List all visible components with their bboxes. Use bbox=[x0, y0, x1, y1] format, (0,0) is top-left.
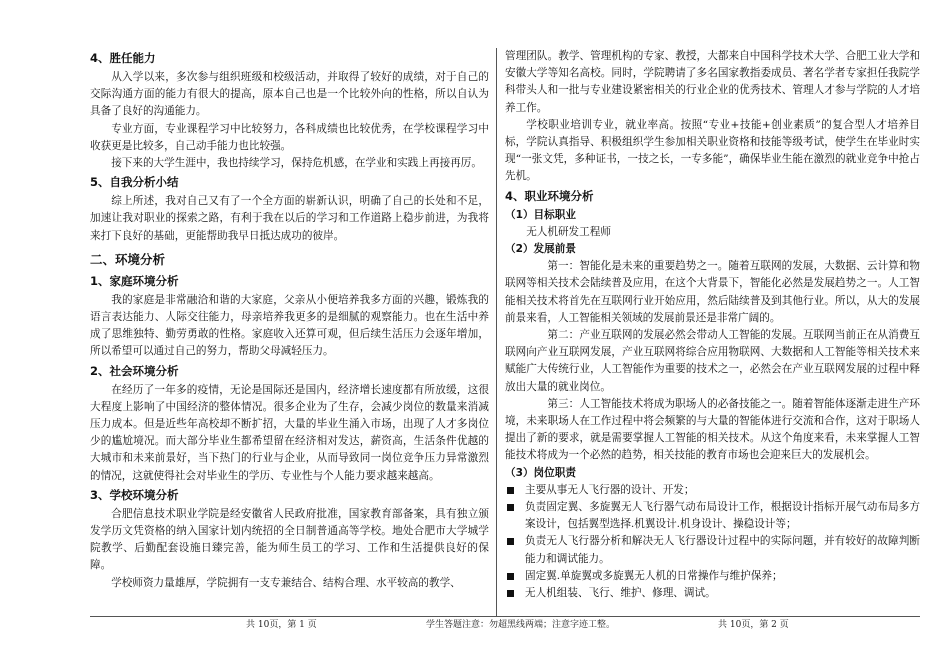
competence-paragraph-1: 从入学以来，多次参与组织班级和校级活动，并取得了较好的成绩，对于自己的交际沟通方面的能力有很大的提高，原本自己也是一个比较外向的性格，所以自认为具备了良好的沟通能力。 bbox=[90, 71, 489, 118]
duty-text: 固定翼.单旋翼或多旋翼无人机的日常操作与维护保养； bbox=[525, 569, 783, 582]
square-bullet-icon bbox=[507, 487, 514, 494]
school-paragraph-3: 学校职业培训专业，就业率高。按照“专业+技能+创业素质”的复合型人才培养目标，学院认真指导、积极组织学生参加相关职业资格和技能等级考试，使学生在毕业时实现“一张文凭，多种证书，一技之长，一专多能”，确保毕业生能在激烈的就业竞争中抢占先机。 bbox=[505, 118, 920, 183]
family-paragraph: 我的家庭是非常融洽和谐的大家庭，父亲从小便培养我多方面的兴趣，锻炼我的语言表达能力、人际交往能力，母亲培养我更多的是细腻的观察能力。也在生活中养成了思维独特、勤劳勇敢的性格。家庭收入还算可观，但后续生活压力会逐年增加，所以希望可以通过自己的努力，帮助父母减轻压力。 bbox=[90, 293, 489, 358]
list-item bbox=[505, 585, 920, 602]
prospect-paragraph-1: 第一：智能化是未来的重要趋势之一。随着互联网的发展，大数据、云计算和物联网等相关技术会陆续普及应用，在这个大背景下，智能化必然是发展趋势之一。人工智能相关技术将首先在互联网行业开始应用，然后陆续普及到其他行业。所以，从大的发展前景来看，人工智能相关领域的发展前景还是非常广阔的。 bbox=[505, 260, 920, 324]
section-school-title: 3、学校环境分析 bbox=[90, 487, 179, 502]
list-item bbox=[505, 533, 920, 567]
target-job-title: （1）目标职业 bbox=[505, 208, 576, 221]
prospect-paragraph-2: 第二：产业互联网的发展必然会带动人工智能的发展。互联网当前正在从消费互联网向产业互联网发展，产业互联网将综合应用物联网、大数据和人工智能等相关技术来赋能广大传统行业，人工智能作为重要的技术之一，必然会在产业互联网发展的过程中释放出大量的就业岗位。 bbox=[505, 329, 920, 393]
chapter-environment-title: 二、环境分析 bbox=[90, 251, 166, 267]
page-number-left: 共 10页，第 1 页 bbox=[246, 620, 317, 630]
school-paragraph-2-start: 学校师资力量雄厚，学院拥有一支专兼结合、结构合理、水平较高的教学、 bbox=[111, 576, 461, 589]
target-job-value: 无人机研发工程师 bbox=[526, 225, 611, 238]
square-bullet-icon bbox=[507, 504, 514, 511]
self-summary-paragraph: 综上所述，我对自己又有了一个全方面的崭新认识，明确了自己的长处和不足，加速让我对职业的探索之路，有利于我在以后的学习和工作道路上稳步前进，为我将来打下良好的基础，更能帮助我早日抵达成功的彼岸。 bbox=[90, 195, 489, 242]
square-bullet-icon bbox=[507, 590, 514, 597]
footer-rule bbox=[90, 616, 920, 617]
section-career-title: 4、职业环境分析 bbox=[505, 188, 594, 203]
section-family-title: 1、家庭环境分析 bbox=[90, 273, 179, 288]
square-bullet-icon bbox=[507, 573, 514, 580]
left-column bbox=[90, 48, 489, 592]
duties-list bbox=[505, 482, 920, 602]
duties-title: （3）岗位职责 bbox=[505, 466, 576, 479]
society-paragraph: 在经历了一年多的疫情，无论是国际还是国内，经济增长速度都有所放缓，这很大程度上影响了中国经济的整体情况。很多企业为了生存，会减少岗位的数量来消减压力成本。但是近些年高校却不断扩招，大量的毕业生涌入市场，出现了人才多岗位少的尴尬境况。而大部分毕业生都希望留在经济相对发达，薪资高，生活条件优越的大城市和未来前景好，当下热门的行业与企业，从而导致同一岗位竞争压力异常激烈的情况，这就使得社会对毕业生的学历、专业性与个人能力要求越来越高。 bbox=[90, 383, 489, 482]
right-column bbox=[505, 48, 920, 602]
school-paragraph-1: 合肥信息技术职业学院是经安徽省人民政府批准，国家教育部备案，具有独立颁发学历文凭资格的纳入国家计划内统招的全日制普通高等学校。地处合肥市大学城学院教学、后勤配套设施日臻完善，能为师生员工的学习、工作和生活提供良好的保障。 bbox=[90, 507, 489, 572]
duty-text: 主要从事无人飞行器的设计、开发； bbox=[525, 483, 695, 496]
competence-paragraph-3: 接下来的大学生涯中，我也持续学习，保持危机感，在学业和实践上再接再厉。 bbox=[111, 157, 482, 170]
page-number-right: 共 10页，第 2 页 bbox=[718, 620, 789, 630]
prospect-paragraph-3: 第三：人工智能技术将成为职场人的必备技能之一。随着智能体逐渐走进生产环境，未来职场人在工作过程中将会频繁的与大量的智能体进行交流和合作，这对于职场人提出了新的要求，就是需要掌握人工智能的相关技术。从这个角度来看，未来掌握人工智能技术将成为一个必然的趋势，相关技能的教育市场也会迎来巨大的发展机会。 bbox=[505, 397, 920, 462]
section-competence-title: 4、胜任能力 bbox=[90, 51, 156, 65]
school-paragraph-2-continued: 管理团队。教学、管理机构的专家、教授，大都来自中国科学技术大学、合肥工业大学和安徽大学等知名高校。同时，学院聘请了多名国家教指委成员、著名学者专家担任我院学科带头人和一批与专业建设紧密相关的行业企业的优秀技术、管理人才参与学院的人才培养工作。 bbox=[505, 50, 920, 114]
column-divider bbox=[496, 48, 497, 616]
list-item bbox=[505, 568, 920, 585]
list-item bbox=[505, 499, 920, 533]
square-bullet-icon bbox=[507, 538, 514, 545]
duty-text: 负责固定翼、多旋翼无人飞行器气动布局设计工作，根据设计指标开展气动布局多方案设计，包括翼型选择.机翼设计.机身设计、操稳设计等； bbox=[525, 501, 920, 531]
section-self-summary-title: 5、自我分析小结 bbox=[90, 175, 179, 190]
duty-text: 负责无人飞行器分析和解决无人飞行器设计过程中的实际问题，并有较好的故障判断能力和调试能力。 bbox=[525, 535, 920, 565]
duty-text: 无人机组装、飞行、维护、修理、调试。 bbox=[525, 587, 716, 600]
competence-paragraph-2: 专业方面，专业课程学习中比较努力，各科成绩也比较优秀，在学校课程学习中收获更是比较多，自己动手能力也比较强。 bbox=[90, 122, 489, 152]
prospect-title: （2）发展前景 bbox=[505, 243, 576, 256]
section-society-title: 2、社会环境分析 bbox=[90, 363, 179, 378]
answer-notice: 学生答题注意：勿超黑线两端；注意字迹工整。 bbox=[426, 620, 616, 630]
list-item bbox=[505, 482, 920, 499]
